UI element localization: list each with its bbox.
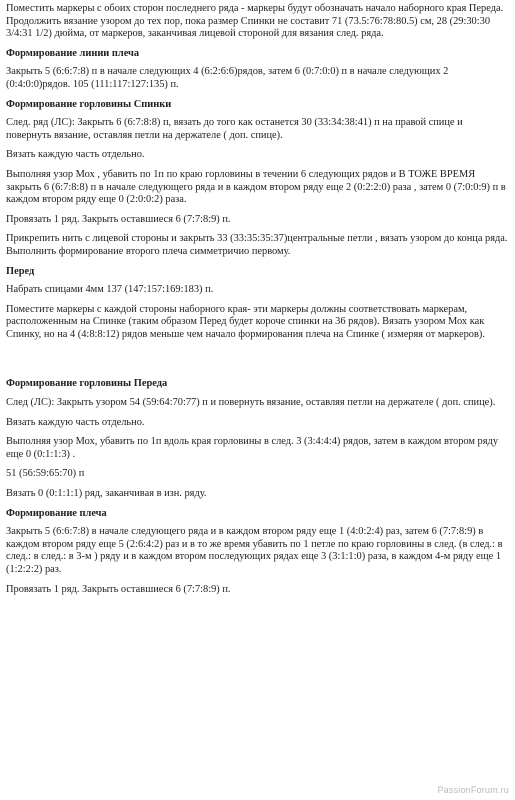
paragraph: Набрать спицами 4мм 137 (147:157:169:183) п. [6, 284, 214, 296]
paragraph: Выполняя узор Мох , убавить по 1п по краю горловины в течении 6 следующих рядов и В ТОЖЕ ВРЕМЯ закрыть 6 (6:7:8:8) п в начале следующего ряда и в каждом втором ряду еще 2 (0:2:2:0) раза , затем 0 (7:0:0:9) п в каждом втором ряду еще 0 (2:0:0:2) раза. [6, 168, 506, 206]
paragraph: Выполняя узор Мох, убавить по 1п вдоль края горловины в след. 3 (3:4:4:4) рядов, затем в каждом втором ряду еще 0 (0:1:1:3) . [6, 436, 499, 460]
paragraph: Вязать 0 (0:1:1:1) ряд, заканчивая в изн. ряду. [6, 488, 207, 500]
paragraph: Закрыть 5 (6:6:7:8) в начале следующего ряда и в каждом втором ряду еще 1 (4:0:2:4) раз, затем 6 (7:7:8:9) в каждом втором ряду еще 5 (2:6:4:2) раз и в то же время убавить по 1 петле по краю горловины в след. (в след.: в след.: в след.: в 3-м ) ряду и в каждом втором последующих рядах еще 3 (3:1:1:0) раза, в каждом 4-м ряду еще 1 (1:2:2:2) раз. [6, 526, 503, 575]
paragraph: Вязать каждую часть отдельно. [6, 416, 145, 428]
section-heading: Перед [6, 265, 35, 277]
paragraph: 51 (56:59:65:70) п [6, 468, 85, 480]
paragraph: Провязать 1 ряд. Закрыть оставшиеся 6 (7:7:8:9) п. [6, 583, 231, 595]
watermark: PassionForum.ru [437, 785, 509, 796]
section-heading: Формирование горловины Переда [6, 378, 168, 390]
paragraph: Поместите маркеры с каждой стороны наборного края- эти маркеры должны соответствовать маркерам, расположенным на Спинке (таким образом Перед будет короче спинки на 36 рядов). Вязать узором Мох как Спинку, но на 4 (4:8:8:12) рядов меньше чем начало формирования плеча на Спинке ( измеряя от маркеров). [6, 303, 485, 340]
section-heading: Формирование горловины Спинки [6, 98, 172, 110]
paragraph: Поместить маркеры с обоих сторон последнего ряда - маркеры будут обозначать начало наборного края Переда. Продолжить вязание узором до тех пор, пока размер Спинки не составит 71 (73.5:76:78:80.5) см, 28 (29:30:30 3/4:31 1/2) дюйма, от маркеров, заканчивая лицевой стороной для вязания след. ряда. [6, 3, 504, 40]
paragraph: След. ряд (ЛС): Закрыть 6 (6:7:8:8) п, вязать до того как останется 30 (33:34:38:41) п на правой спице и повернуть вязание, оставляя петли на держателе ( доп. спице). [6, 117, 463, 141]
paragraph: Закрыть 5 (6:6:7:8) п в начале следующих 4 (6:2:6:6)рядов, затем 6 (0:7:0:0) п в начале следующих 2 (0:4:0:0)рядов. 105 (111:117:127:135) п. [6, 66, 449, 90]
paragraph: Прикрепить нить с лицевой стороны и закрыть 33 (33:35:35:37)центральные петли , вязать узором до конца ряда. Выполнить формирование второго плеча симметричио первому. [6, 233, 508, 257]
spacer [6, 348, 509, 378]
section-heading: Формирование плеча [6, 507, 107, 519]
paragraph: След (ЛС): Закрыть узором 54 (59:64:70:77) п и повернуть вязание, оставляя петли на держателе ( доп. спице). [6, 397, 496, 409]
paragraph: Провязать 1 ряд. Закрыть оставшиеся 6 (7:7:8:9) п. [6, 213, 231, 225]
paragraph: Вязать каждую часть отдельно. [6, 149, 145, 161]
section-heading: Формирование линии плеча [6, 47, 140, 59]
